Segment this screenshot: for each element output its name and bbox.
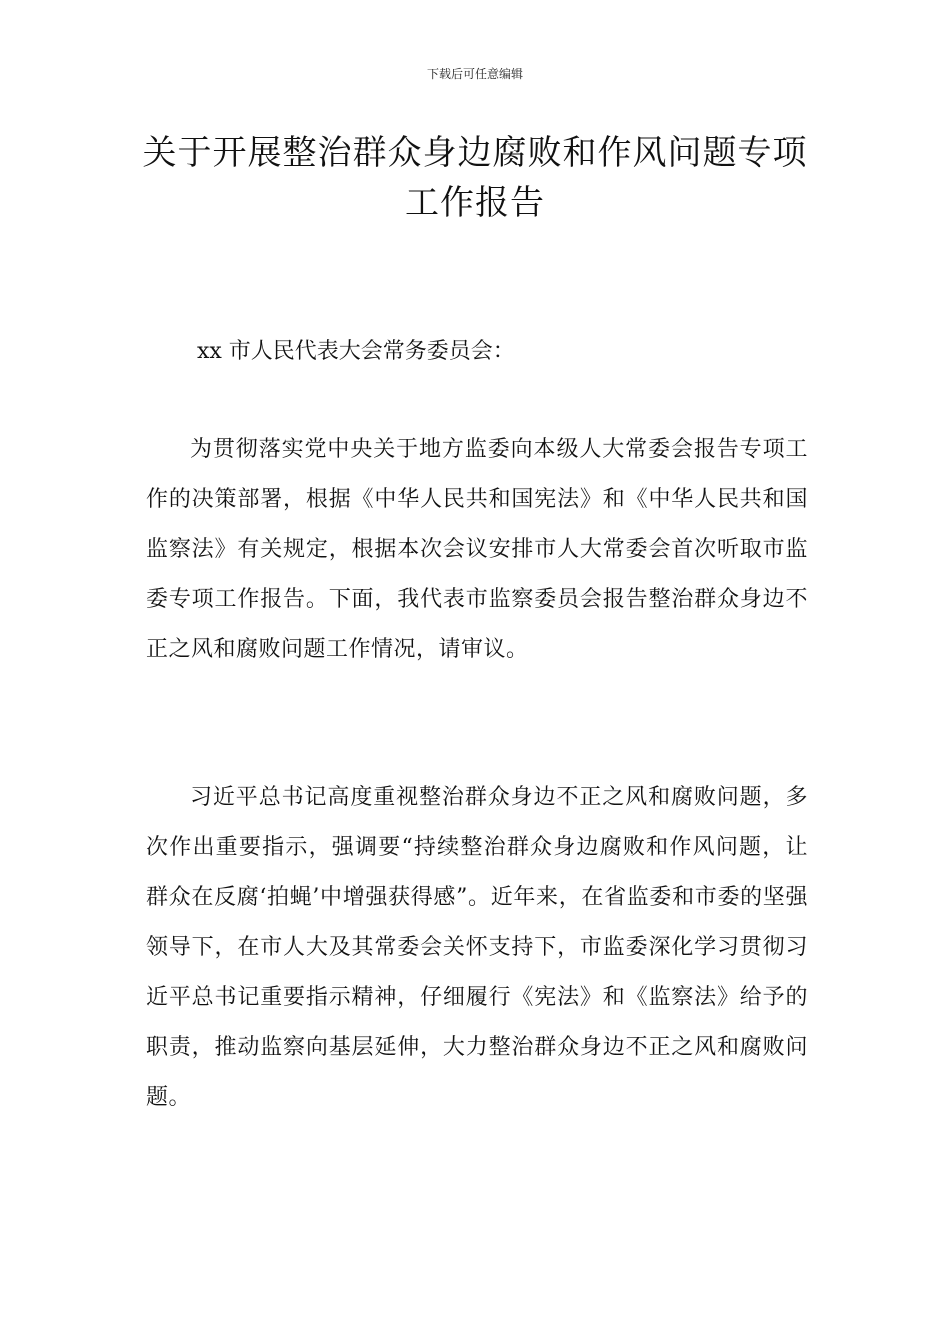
- body-paragraph-1: 为贯彻落实党中央关于地方监委向本级人大常委会报告专项工作的决策部署，根据《中华人民共和国宪法》和《中华人民共和国监察法》有关规定，根据本次会议安排市人大常委会首次听取市监委专项工作报告。下面，我代表市监察委员会报告整治群众身边不正之风和腐败问题工作情况，请审议。: [146, 437, 808, 662]
- body-paragraph-2: 习近平总书记高度重视整治群众身边不正之风和腐败问题，多次作出重要指示，强调要“持续整治群众身边腐败和作风问题，让群众在反腐‘拍蝇’中增强获得感”。近年来，在省监委和市委的坚强领导下，在市人大及其常委会关怀支持下，市监委深化学习贯彻习近平总书记重要指示精神，仔细履行《宪法》和《监察法》给予的职责，推动监察向基层延伸，大力整治群众身边不正之风和腐败问题。: [146, 785, 808, 1110]
- header-note: 下载后可任意编辑: [426, 67, 523, 81]
- salutation: xx 市人民代表大会常务委员会：: [197, 339, 515, 364]
- document-title: 关于开展整治群众身边腐败和作风问题专项工作报告: [142, 133, 808, 223]
